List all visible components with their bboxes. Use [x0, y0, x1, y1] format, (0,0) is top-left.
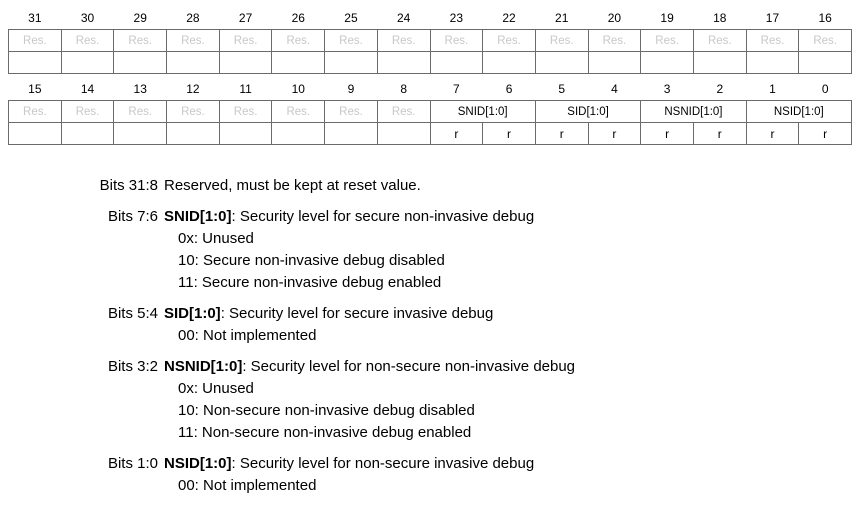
reserved-field: Res.	[272, 101, 325, 123]
description-text: : Security level for secure non-invasive debug	[231, 208, 535, 225]
bit-number: 31	[28, 11, 42, 25]
bit-number: 11	[239, 82, 252, 96]
reserved-field: Res.	[693, 30, 746, 52]
field-name: NSID[1:0]	[164, 455, 232, 472]
bit-number: 6	[505, 82, 513, 96]
reserved-field: Res.	[114, 101, 167, 123]
access-cell-empty	[377, 52, 430, 74]
bit-number: 26	[291, 11, 305, 25]
reserved-field: Res.	[219, 30, 272, 52]
access-cell-empty	[9, 52, 62, 74]
bit-number: 30	[80, 11, 95, 25]
bit-range: Bits 5:4	[107, 305, 158, 322]
access-type: r	[430, 123, 483, 145]
bit-range: Bits 3:2	[107, 358, 158, 375]
access-cell-empty	[167, 123, 220, 145]
reserved-field: Res.	[325, 30, 378, 52]
access-cell-empty	[219, 123, 272, 145]
bit-number: 13	[133, 82, 147, 96]
reserved-field: Res.	[114, 30, 167, 52]
bit-range: Bits 7:6	[107, 208, 158, 225]
reserved-field: Res.	[483, 30, 536, 52]
bit-number: 4	[611, 82, 618, 96]
value-line: 11: Secure non-invasive debug enabled	[178, 274, 442, 291]
access-cell-empty	[272, 123, 325, 145]
bit-number: 24	[396, 11, 411, 25]
reserved-field: Res.	[799, 30, 852, 52]
field-nsnid: NSNID[1:0]	[641, 101, 746, 123]
reserved-field: Res.	[9, 30, 62, 52]
access-cell-empty	[325, 123, 378, 145]
bit-number: 16	[818, 11, 832, 25]
access-cell-empty	[61, 123, 114, 145]
value-line: 00: Not implemented	[178, 477, 317, 494]
bit-number: 28	[186, 11, 200, 25]
description-text: : Security level for secure invasive debug	[220, 305, 494, 322]
description-text: : Security level for non-secure non-invasive debug	[242, 358, 576, 375]
field-sid: SID[1:0]	[535, 101, 640, 123]
bit-number: 7	[453, 82, 460, 96]
bit-number: 3	[663, 82, 671, 96]
reserved-field: Res.	[61, 30, 114, 52]
bit-number: 25	[344, 11, 358, 25]
bit-number: 17	[765, 11, 780, 25]
bit-number: 8	[400, 82, 407, 96]
bit-number: 20	[607, 11, 622, 25]
field-row	[9, 30, 852, 52]
register-upper-half	[8, 7, 852, 74]
access-cell-empty	[272, 52, 325, 74]
bit-number: 2	[716, 82, 724, 96]
bit-number: 23	[449, 11, 464, 25]
value-line: 11: Non-secure non-invasive debug enabled	[178, 424, 472, 441]
field-nsid: NSID[1:0]	[746, 101, 851, 123]
description-text: : Security level for non-secure invasive debug	[231, 455, 535, 472]
field-name: SID[1:0]	[164, 305, 221, 322]
access-cell-empty	[799, 52, 852, 74]
bit-range: Bits 1:0	[107, 455, 158, 472]
reserved-field: Res.	[9, 101, 62, 123]
access-row	[9, 52, 852, 74]
access-cell-empty	[9, 123, 62, 145]
access-cell-empty	[325, 52, 378, 74]
reserved-field: Res.	[377, 101, 430, 123]
bit-number: 22	[502, 11, 516, 25]
bit-number: 10	[291, 82, 305, 96]
access-type: r	[588, 123, 641, 145]
reserved-field: Res.	[588, 30, 641, 52]
bit-number: 0	[821, 82, 829, 96]
reserved-field: Res.	[272, 30, 325, 52]
bit-descriptions	[0, 175, 867, 497]
description-bits-1-0	[0, 453, 867, 497]
value-line: 0x: Unused	[178, 230, 254, 247]
access-cell-empty	[219, 52, 272, 74]
register-lower-half	[8, 78, 852, 145]
reserved-field: Res.	[61, 101, 114, 123]
bit-number: 1	[769, 82, 776, 96]
value-line: 10: Secure non-invasive debug disabled	[178, 252, 445, 269]
reserved-field: Res.	[167, 30, 220, 52]
access-cell-empty	[114, 52, 167, 74]
access-type: r	[746, 123, 799, 145]
access-cell-empty	[641, 52, 694, 74]
description-text: Reserved, must be kept at reset value.	[164, 177, 421, 194]
access-type: r	[483, 123, 536, 145]
access-cell-empty	[61, 52, 114, 74]
value-line: 10: Non-secure non-invasive debug disabled	[178, 402, 475, 419]
access-type: r	[641, 123, 694, 145]
description-bits-3-2	[0, 356, 867, 444]
bit-number: 21	[555, 11, 569, 25]
bit-number: 29	[133, 11, 147, 25]
reserved-field: Res.	[325, 101, 378, 123]
bit-number: 5	[558, 82, 566, 96]
bit-number: 18	[713, 11, 727, 25]
field-snid: SNID[1:0]	[430, 101, 535, 123]
reserved-field: Res.	[535, 30, 588, 52]
access-cell-empty	[114, 123, 167, 145]
access-cell-empty	[535, 52, 588, 74]
bit-number: 14	[80, 82, 95, 96]
access-cell-empty	[167, 52, 220, 74]
reserved-field: Res.	[746, 30, 799, 52]
bit-number: 15	[28, 82, 42, 96]
access-type: r	[535, 123, 588, 145]
access-cell-empty	[430, 52, 483, 74]
bit-number: 27	[238, 11, 253, 25]
field-row	[9, 101, 852, 123]
access-cell-empty	[377, 123, 430, 145]
reserved-field: Res.	[641, 30, 694, 52]
access-type: r	[693, 123, 746, 145]
description-bits-7-6	[0, 206, 867, 294]
access-type: r	[799, 123, 852, 145]
access-cell-empty	[746, 52, 799, 74]
description-bits-31-8	[0, 175, 867, 197]
bit-number-row	[9, 78, 852, 101]
access-cell-empty	[483, 52, 536, 74]
access-cell-empty	[693, 52, 746, 74]
bit-number: 12	[186, 82, 200, 96]
field-name: NSNID[1:0]	[164, 358, 243, 375]
description-bits-5-4	[0, 303, 867, 347]
reserved-field: Res.	[377, 30, 430, 52]
value-line: 0x: Unused	[178, 380, 254, 397]
access-cell-empty	[588, 52, 641, 74]
reserved-field: Res.	[430, 30, 483, 52]
bit-range: Bits 31:8	[99, 177, 158, 194]
access-row	[9, 123, 852, 145]
bit-number: 19	[660, 11, 674, 25]
field-name: SNID[1:0]	[164, 208, 232, 225]
bit-number: 9	[347, 82, 355, 96]
reserved-field: Res.	[219, 101, 272, 123]
value-line: 00: Not implemented	[178, 327, 317, 344]
reserved-field: Res.	[167, 101, 220, 123]
bit-number-row	[9, 7, 852, 30]
